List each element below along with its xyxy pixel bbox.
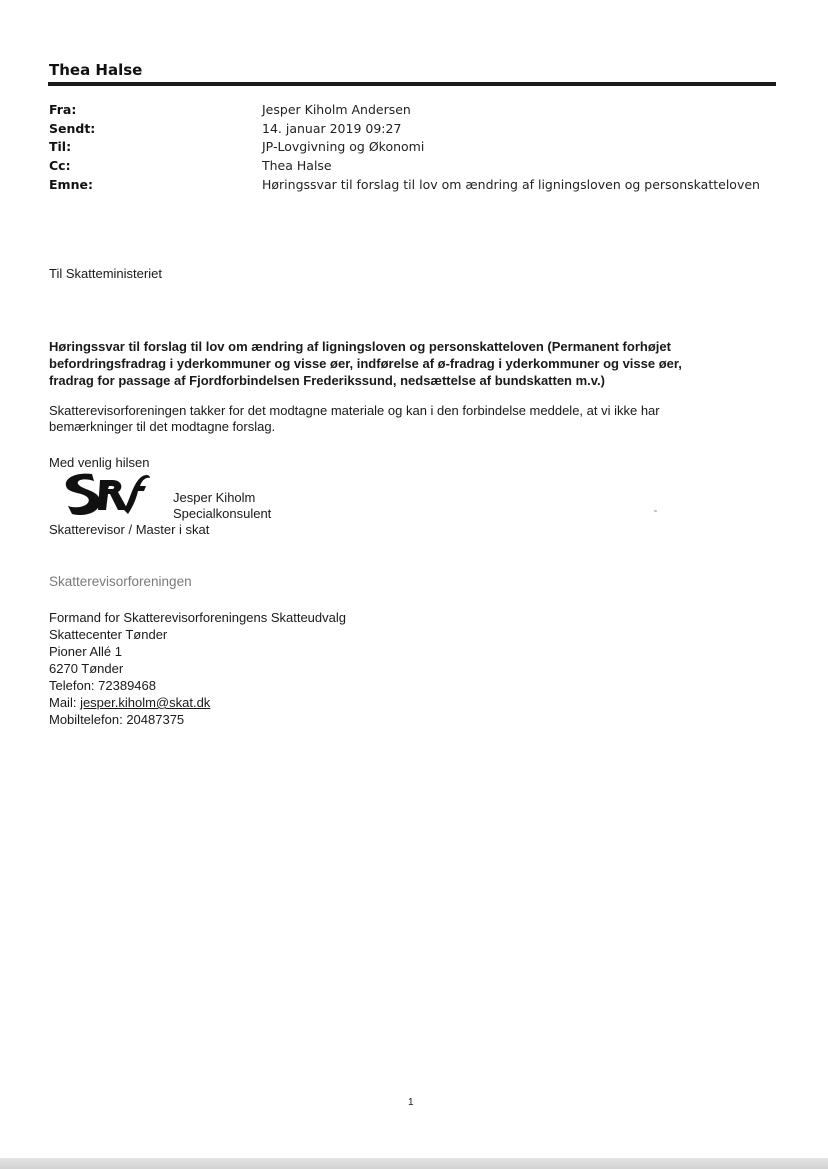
heading-line: Høringssvar til forslag til lov om ændring af ligningsloven og personskatteloven (Permanent forhøjet xyxy=(49,339,671,354)
header-divider xyxy=(48,82,776,86)
contact-line: Telefon: 72389468 xyxy=(49,678,156,693)
contact-line: Pioner Allé 1 xyxy=(49,644,122,659)
mail-label: Mail: xyxy=(49,695,81,710)
page-number: 1 xyxy=(408,1097,414,1108)
paragraph-line: Skatterevisorforeningen takker for det modtagne materiale og kan i den forbindelse meddele, at vi ikke har xyxy=(49,403,660,418)
contact-line: Formand for Skatterevisorforeningens Skatteudvalg xyxy=(49,610,346,625)
cc-value: Thea Halse xyxy=(262,158,332,173)
paragraph-line: bemærkninger til det modtagne forslag. xyxy=(49,419,276,434)
signature-name: Jesper Kiholm xyxy=(173,490,256,505)
signature-role: Skatterevisor / Master i skat xyxy=(49,522,210,537)
srf-logo xyxy=(62,470,152,518)
consultation-heading xyxy=(49,338,769,389)
cc-label: Cc: xyxy=(49,158,71,173)
body-paragraph xyxy=(49,403,769,435)
subject-label: Emne: xyxy=(49,177,93,192)
to-value: JP-Lovgivning og Økonomi xyxy=(262,139,425,154)
to-label: Til: xyxy=(49,139,72,154)
greeting: Til Skatteministeriet xyxy=(49,266,162,281)
scan-bottom-edge xyxy=(0,1158,828,1169)
contact-line: Skattecenter Tønder xyxy=(49,627,168,642)
mail-line xyxy=(49,694,346,711)
mailbox-owner-name: Thea Halse xyxy=(49,61,143,79)
to-row xyxy=(49,139,789,158)
closing-salutation: Med venlig hilsen xyxy=(49,455,150,470)
subject-row xyxy=(49,177,789,196)
heading-line: befordringsfradrag i yderkommuner og visse øer, indførelse af ø-fradrag i yderkommuner og visse øer, xyxy=(49,356,682,371)
sent-label: Sendt: xyxy=(49,121,96,136)
signature-title: Specialkonsulent xyxy=(173,506,272,521)
organization-name: Skatterevisorforeningen xyxy=(49,574,192,589)
from-label: Fra: xyxy=(49,102,77,117)
contact-line: 6270 Tønder xyxy=(49,661,124,676)
from-value: Jesper Kiholm Andersen xyxy=(262,102,411,117)
from-row xyxy=(49,102,789,121)
cc-row xyxy=(49,158,789,177)
sent-value: 14. januar 2019 09:27 xyxy=(262,121,402,136)
subject-value: Høringssvar til forslag til lov om ændring af ligningsloven og personskatteloven xyxy=(262,177,760,192)
scan-speck xyxy=(654,510,657,512)
contact-block xyxy=(49,609,346,728)
mail-link[interactable]: jesper.kiholm@skat.dk xyxy=(80,695,211,710)
heading-line: fradrag for passage af Fjordforbindelsen Frederikssund, nedsættelse af bundskatten m.v.) xyxy=(49,373,605,388)
contact-line: Mobiltelefon: 20487375 xyxy=(49,712,185,727)
sent-row xyxy=(49,121,789,140)
